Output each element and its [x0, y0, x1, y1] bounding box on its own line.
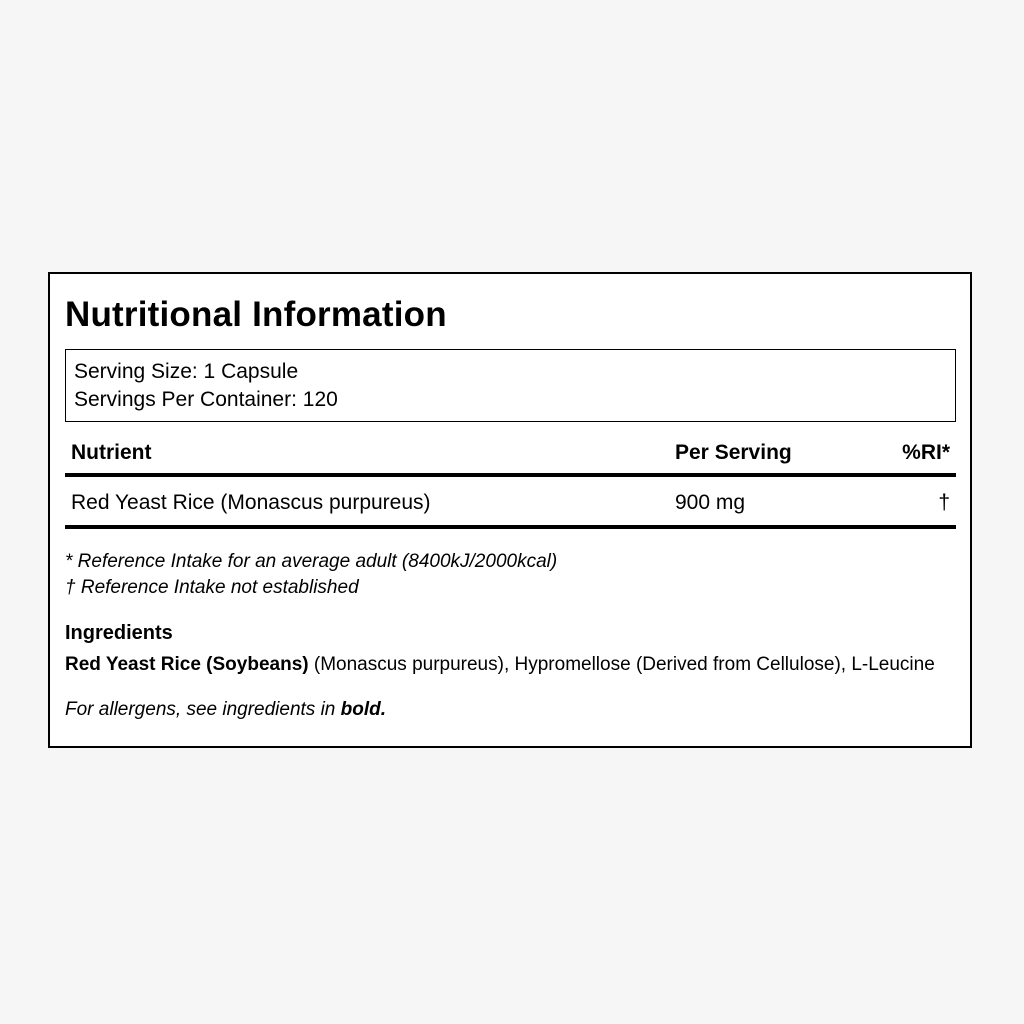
cell-ri: † [881, 475, 956, 527]
ingredients-heading: Ingredients [65, 622, 173, 644]
ingredients-text [65, 652, 956, 678]
ingredients-rest: (Monascus purpureus), Hypromellose (Derived from Cellulose), L-Leucine [308, 654, 935, 675]
allergen-note [65, 697, 956, 723]
table-row [65, 475, 956, 527]
footnote-not-established: † Reference Intake not established [65, 577, 359, 598]
column-header-ri: %RI* [881, 439, 956, 475]
serving-size: Serving Size: 1 Capsule [74, 360, 299, 383]
footnote-reference-intake: * Reference Intake for an average adult (8400kJ/2000kcal) [65, 551, 558, 572]
table-header-row [65, 439, 956, 475]
cell-nutrient: Red Yeast Rice (Monascus purpureus) [65, 475, 669, 527]
nutrient-table [65, 439, 956, 529]
allergen-note-prefix: For allergens, see ingredients in [65, 699, 341, 720]
footnotes [65, 549, 956, 601]
servings-per-container: Servings Per Container: 120 [74, 388, 338, 411]
serving-info-box [65, 349, 956, 422]
column-header-nutrient: Nutrient [65, 439, 669, 475]
allergen-note-bold: bold. [340, 699, 387, 720]
cell-per-serving: 900 mg [669, 475, 881, 527]
nutrition-panel [48, 272, 972, 748]
column-header-per-serving: Per Serving [669, 439, 881, 475]
ingredients-allergen-bold: Red Yeast Rice (Soybeans) [65, 654, 309, 675]
page-title: Nutritional Information [65, 295, 447, 334]
